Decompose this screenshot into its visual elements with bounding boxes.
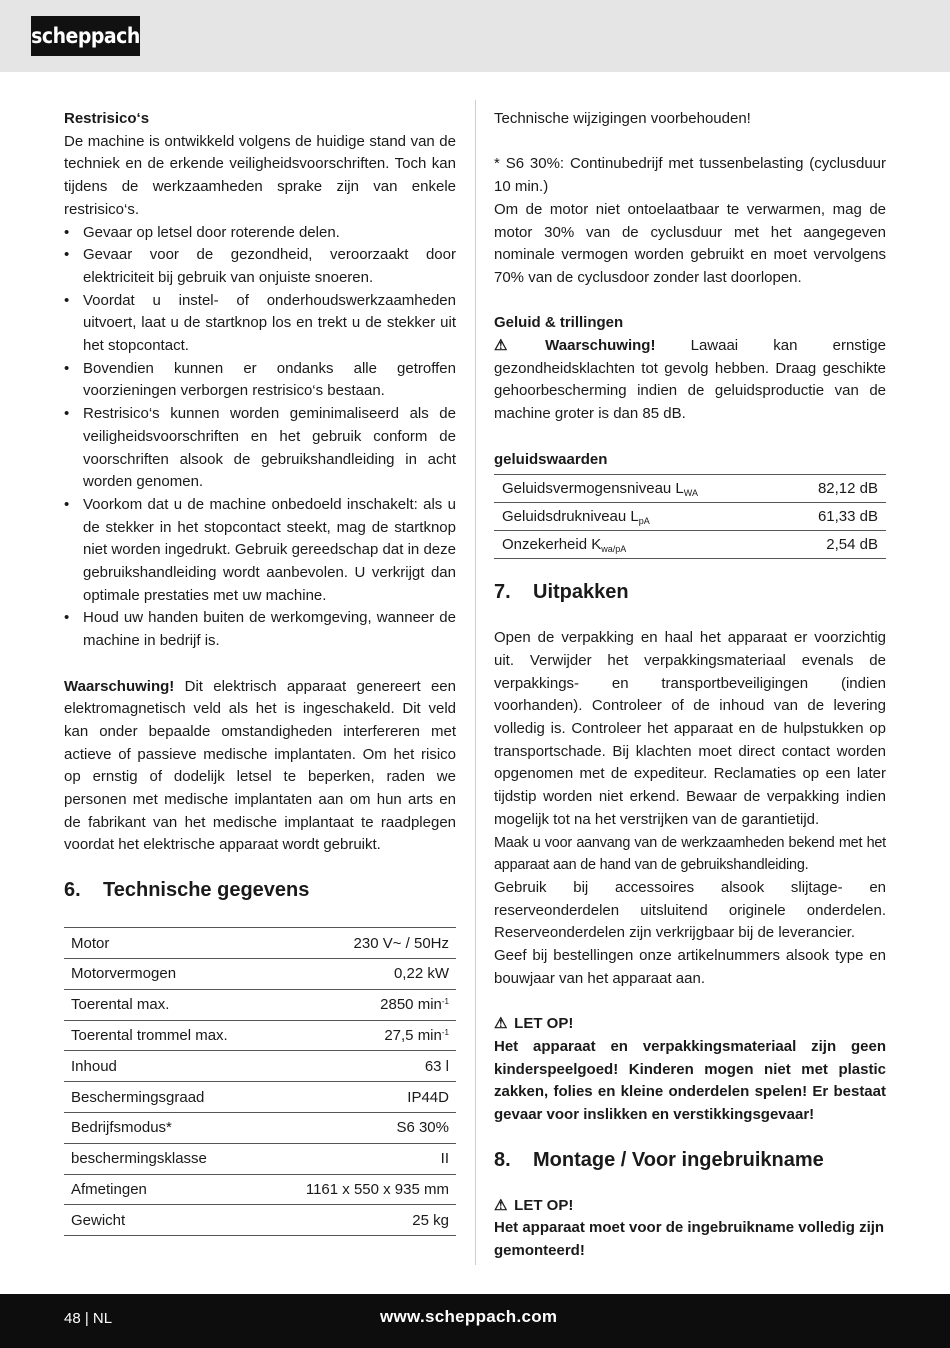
row-value: 63 l [268,1051,456,1082]
unpacking-text: Open de verpakking en haal het apparaat er voorzichtig uit. Verwijder het verpakkingsmateriaal evenals de verpakkings- en transportbeveiligingen (indien voorhanden). Controleer of de inhoud van de levering volledig is. Controleer het apparaat en de hulpstukken op transportschade. Bij klachten moet direct contact worden opgenomen met de expediteur. Reclamaties op een later tijdstip worden niet erkend. Bewaar de verpakking indien mogelijk tot na het verstrijken van de garantietijd. [494,629,886,828]
list-item: • Gevaar voor de gezondheid, veroorzaakt door elektriciteit bij gebruik van onjuiste snoeren. [64,244,456,289]
row-label: Geluidsdrukniveau $L_{pA}$ [494,503,782,531]
table-row [64,1051,456,1082]
row-label: Afmetingen [64,1174,268,1205]
table-row [64,1143,456,1174]
section-heading-unpacking [494,579,886,605]
s6-detail: Om de motor niet ontoelaatbaar te verwarmen, mag de motor 30% van de cyclusduur met het aangegeven nominale vermogen worden gebruikt en moet vervolgens 70% van de cyclusdoor zonder last doorlopen. [494,200,886,286]
list-item: • Houd uw handen buiten de werkomgeving, wanneer de machine in bedrijf is. [64,607,456,652]
warning-triangle-icon: ⚠ [494,337,508,354]
section-title: Technische gegevens [103,879,310,902]
row-label: Motorvermogen [64,958,268,989]
row-label: Bedrijfsmodus* [64,1112,268,1143]
table-row [64,989,456,1020]
left-column [64,108,456,1236]
page-header [0,0,950,72]
table-row [494,475,886,503]
unpacking-text-2: Maak u voor aanvang van de werkzaamheden bekend met het apparaat aan de hand van de gebruikshandleiding. [494,834,886,874]
row-value: 230 V~ / 50Hz [268,928,456,959]
list-item: • Voorkom dat u de machine onbedoeld inschakelt: als u de stekker in het stopcontact steekt, mag de startknop niet worden ingedrukt. Gebruik gereedschap dat in deze gebruikshandleiding wordt aanbevolen. U verkrijgt dan optimale prestaties met uw machine. [64,494,456,608]
table-row [64,1020,456,1051]
list-item: • Bovendien kunnen er ondanks alle getroffen voorzieningen verborgen restrisico‘s bestaan. [64,358,456,403]
sound-values-table [494,474,886,559]
restrisico-intro: De machine is ontwikkeld volgens de huidige stand van de techniek en de erkende veiligheidsvoorschriften. Toch kan tijdens de werkzaamheden sprake zijn van enkele restrisico‘s. [64,132,456,218]
warning-text: Dit elektrisch apparaat genereert een elektromagnetisch veld als het is ingeschakeld. Dit veld kan onder bepaalde omstandigheden interfereren met actieve of passieve medische implantaten. Om het risico op ernstig of dodelijk letsel te beperken, raden we personen met medische implantaten aan om hun arts en de fabrikant van het medische implantaat te raadplegen voordat het elektrische apparaat wordt gebruikt. [64,677,456,854]
unpacking-text-4: Geef bij bestellingen onze artikelnummers alsook type en bouwjaar van het apparaat aan. [494,947,886,987]
technical-data-table [64,927,456,1236]
table-row [64,1082,456,1113]
row-value: 82,12 dB [782,475,886,503]
row-value: II [268,1143,456,1174]
row-label: Onzekerheid $K_{wa/pA}$ [494,531,782,559]
caution-heading: ⚠ LET OP! [494,1013,886,1036]
table-row [494,503,886,531]
column-divider [475,100,476,1265]
caution-text: Het apparaat en verpakkingsmateriaal zijn geen kinderspeelgoed! Kinderen mogen niet met plastic zakken, folies en kleine onderdelen spelen! Er bestaat gevaar voor inslikken en verstikkingsgevaar! [494,1037,886,1123]
section-number: 7. [494,581,511,604]
page-number: 48 | NL [64,1310,113,1327]
row-value: 2,54 dB [782,531,886,559]
row-label: Motor [64,928,268,959]
page-footer [0,1294,950,1348]
list-item: • Gevaar op letsel door roterende delen. [64,222,456,245]
section-heading-assembly [494,1147,886,1173]
section-heading-technical [64,877,456,903]
noise-heading: Geluid & trillingen [494,314,624,332]
warning-label: Waarschuwing! [64,677,175,695]
row-label: Toerental trommel max. [64,1020,268,1051]
row-label: Gewicht [64,1205,268,1236]
caution-heading: ⚠ LET OP! [494,1195,886,1218]
unpacking-text-3: Gebruik bij accessoires alsook slijtage- en reserveonderdelen uitsluitend originele onderdelen. Reserveonderdelen zijn verkrijgbaar bij de leverancier. [494,878,886,942]
table-row [64,1112,456,1143]
row-value: IP44D [268,1082,456,1113]
row-value: 1161 x 550 x 935 mm [268,1174,456,1205]
website-link[interactable]: www.scheppach.com [380,1307,558,1326]
warning-triangle-icon: ⚠ [494,1196,508,1214]
warning-triangle-icon: ⚠ [494,1015,508,1033]
section-number: 6. [64,879,81,902]
row-value: 0,22 kW [268,958,456,989]
tech-changes-note: Technische wijzigingen voorbehouden! [494,110,751,127]
scheppach-logo: scheppach [31,16,140,56]
sound-values-heading: geluidswaarden [494,450,608,468]
table-row [64,1205,456,1236]
caution-text: Het apparaat moet voor de ingebruikname volledig zijn gemonteerd! [494,1219,885,1260]
restrisico-heading: Restrisico‘s [64,110,150,127]
row-value: 2850 $\min^{-1}$ [268,989,456,1020]
restrisico-list [64,222,456,653]
row-label: Inhoud [64,1051,268,1082]
section-number: 8. [494,1148,511,1171]
row-label: Geluidsvermogensniveau $L_{WA}$ [494,475,782,503]
list-item: • Restrisico‘s kunnen worden geminimaliseerd als de veiligheidsvoorschriften en het gebruik conform de voorschriften alsook de gebruikshandleiding in acht worden genomen. [64,403,456,494]
row-value: S6 30% [268,1112,456,1143]
row-value: 61,33 dB [782,503,886,531]
s6-note: * S6 30%: Continubedrijf met tussenbelasting (cyclusduur 10 min.) [494,155,886,196]
table-row [494,531,886,559]
row-label: beschermingsklasse [64,1143,268,1174]
noise-warning: ⚠ Waarschuwing! Lawaai kan ernstige gezondheidsklachten tot gevolg hebben. Draag geschikte gehoorbescherming indien de geluidsproductie van de machine groter is dan 85 dB. [494,337,886,423]
row-value: 27,5 $\min^{-1}$ [268,1020,456,1051]
row-label: Beschermingsgraad [64,1082,268,1113]
table-row [64,958,456,989]
row-value: 25 kg [268,1205,456,1236]
list-item: • Voordat u instel- of onderhoudswerkzaamheden uitvoert, laat u de startknop los en trekt u de stekker uit het stopcontact. [64,290,456,358]
section-title: Uitpakken [533,581,629,604]
em-warning-paragraph [64,676,456,858]
table-row [64,928,456,959]
row-label: Toerental max. [64,989,268,1020]
section-title: Montage / Voor ingebruikname [533,1148,824,1171]
table-row [64,1174,456,1205]
right-column [494,108,886,1263]
